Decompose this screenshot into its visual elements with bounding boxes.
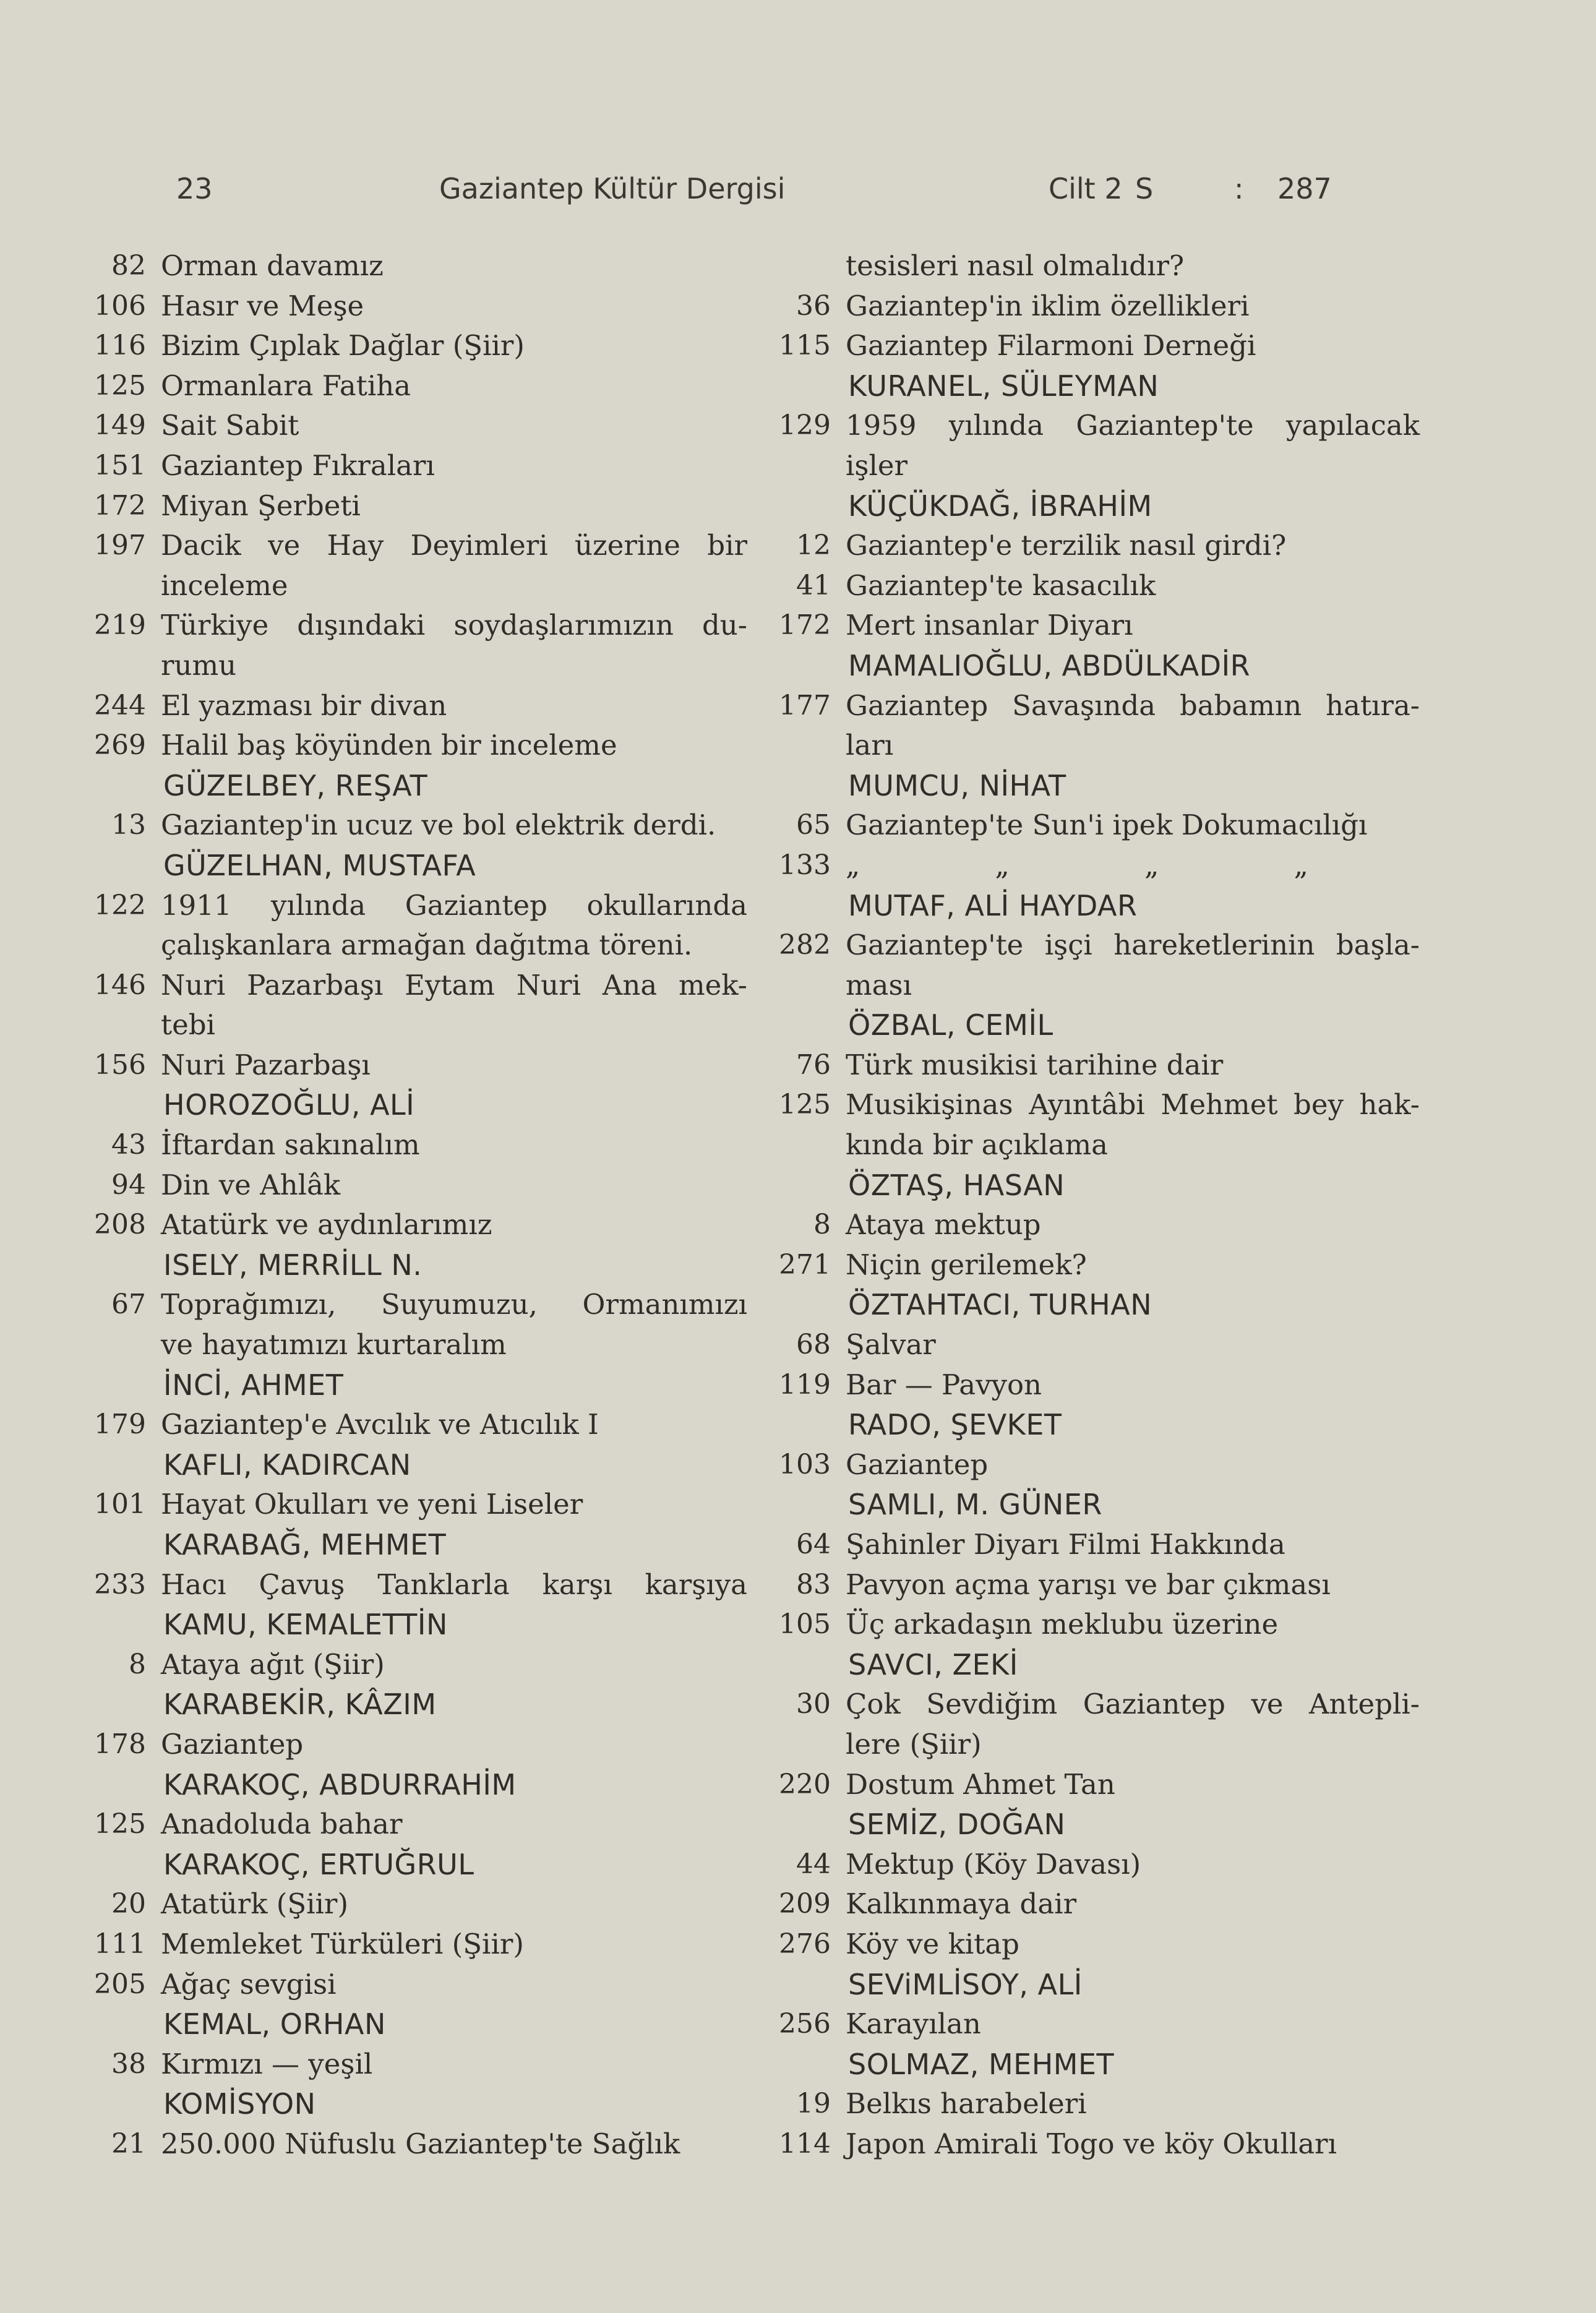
entry-row [73, 1645, 747, 1685]
issue-number: 287 [1277, 172, 1332, 205]
entry-row [73, 1285, 747, 1325]
author-row [73, 1365, 747, 1405]
entry-page-number: 172 [779, 609, 831, 642]
ditto-mark: „ [846, 848, 860, 882]
entry-row [758, 446, 1420, 486]
entry-page-number: 219 [94, 609, 146, 642]
author-row [73, 766, 747, 806]
entry-row [758, 566, 1420, 606]
entry-row [758, 1765, 1420, 1805]
entry-row [73, 1925, 747, 1965]
entry-row [73, 1165, 747, 1206]
entry-page-number: 111 [94, 1928, 146, 1960]
entry-row [73, 1125, 747, 1165]
author-row [73, 1525, 747, 1565]
entry-row [73, 1205, 747, 1245]
entry-row [73, 526, 747, 566]
entry-title: Hacı Çavuş Tanklarla karşı karşıya [161, 1568, 747, 1601]
entry-title: Kalkınmaya dair [846, 1887, 1077, 1921]
author-row [73, 1765, 747, 1805]
entry-row [758, 2004, 1420, 2045]
volume-label: Cilt 2 [1049, 172, 1123, 205]
entry-row [758, 2124, 1420, 2165]
entry-title: Çok Sevdiğim Gaziantep ve Antepli- [846, 1688, 1420, 1721]
author-name: KARABAĞ, MEHMET [163, 1528, 447, 1561]
entry-page-number: 20 [111, 1888, 146, 1920]
entry-title: Üç arkadaşın meklubu üzerine [846, 1608, 1279, 1641]
entry-row [73, 486, 747, 526]
entry-title: ları [846, 729, 894, 762]
entry-row [73, 646, 747, 686]
entry-row [73, 805, 747, 846]
entry-page-number: 177 [779, 689, 831, 721]
entry-row [758, 326, 1420, 366]
entry-row [758, 966, 1420, 1006]
author-row [758, 1804, 1420, 1845]
entry-title: inceleme [161, 569, 288, 602]
entry-page-number: 8 [129, 1648, 146, 1680]
author-row [758, 1965, 1420, 2005]
entry-title: tebi [161, 1008, 215, 1042]
entry-row [758, 846, 1420, 886]
entry-row [73, 1965, 747, 2005]
entry-page-number: 133 [779, 849, 831, 881]
entry-row [758, 1845, 1420, 1885]
entry-title [831, 846, 1420, 886]
entry-row [73, 1325, 747, 1365]
entry-title: Türk musikisi tarihine dair [846, 1048, 1224, 1081]
entry-page-number: 67 [111, 1289, 146, 1321]
author-name: HOROZOĞLU, ALİ [163, 1088, 415, 1122]
entry-title: Gaziantep'in ucuz ve bol elektrik derdi. [161, 809, 716, 842]
entry-row [758, 1925, 1420, 1965]
entry-title: Atatürk ve aydınlarımız [161, 1208, 492, 1242]
running-header [0, 172, 1596, 209]
entry-row [73, 366, 747, 406]
entry-page-number: 146 [94, 969, 146, 1001]
entry-row [758, 1725, 1420, 1765]
author-row [73, 1085, 747, 1125]
author-row [73, 846, 747, 886]
entry-row [73, 2124, 747, 2165]
entry-row [758, 1205, 1420, 1245]
entry-title: Anadoluda bahar [161, 1808, 403, 1841]
entry-page-number: 172 [94, 489, 146, 521]
entry-title: Miyan Şerbeti [161, 489, 361, 522]
author-row [758, 766, 1420, 806]
entry-title: ve hayatımızı kurtaralım [161, 1328, 507, 1362]
author-name: MUMCU, NİHAT [848, 768, 1066, 802]
entry-row [758, 686, 1420, 726]
entry-page-number: 30 [796, 1688, 831, 1720]
entry-title: tesisleri nasıl olmalıdır? [846, 249, 1185, 282]
entry-page-number: 119 [779, 1368, 831, 1401]
entry-row [73, 1005, 747, 1045]
entry-page-number: 65 [796, 809, 831, 841]
entry-page-number: 105 [779, 1608, 831, 1641]
entry-page-number: 125 [94, 369, 146, 401]
entry-page-number: 244 [94, 689, 146, 721]
entry-page-number: 156 [94, 1049, 146, 1081]
entry-title: Karayılan [846, 2007, 981, 2041]
entry-row [758, 1605, 1420, 1645]
author-row [758, 486, 1420, 526]
author-row [758, 1165, 1420, 1206]
journal-title: Gaziantep Kültür Dergisi [439, 172, 786, 205]
entry-row [73, 246, 747, 286]
entry-page-number: 12 [796, 530, 831, 562]
entry-row [758, 726, 1420, 766]
entry-row [758, 1525, 1420, 1565]
author-name: KOMİSYON [163, 2087, 316, 2121]
author-row [73, 1684, 747, 1725]
entry-title: Ağaç sevgisi [161, 1967, 337, 2001]
entry-row [758, 1325, 1420, 1365]
entry-title: 1911 yılında Gaziantep okullarında [161, 888, 747, 922]
author-row [758, 366, 1420, 406]
entry-page-number: 178 [94, 1728, 146, 1760]
entry-title: işler [846, 448, 908, 482]
author-row [758, 1485, 1420, 1525]
ditto-mark: „ [995, 848, 1010, 882]
entry-title: Ataya mektup [846, 1208, 1041, 1242]
entry-title: Halil baş köyünden bir inceleme [161, 729, 617, 762]
entry-page-number: 64 [796, 1529, 831, 1560]
entry-page-number: 41 [796, 569, 831, 601]
entry-row [758, 246, 1420, 286]
author-name: MAMALIOĞLU, ABDÜLKADİR [848, 648, 1251, 682]
entry-row [758, 1884, 1420, 1925]
author-name: ÖZTAHTACI, TURHAN [848, 1288, 1152, 1322]
entry-title: Pavyon açma yarışı ve bar çıkması [846, 1568, 1331, 1601]
entry-title: çalışkanlara armağan dağıtma töreni. [161, 929, 693, 962]
entry-row [73, 326, 747, 366]
entry-page-number: 44 [796, 1848, 831, 1880]
entry-row [73, 2045, 747, 2085]
entry-title: Hayat Okulları ve yeni Liseler [161, 1488, 583, 1521]
entry-page-number: 256 [779, 2008, 831, 2040]
author-name: İNCİ, AHMET [163, 1368, 344, 1402]
entry-title: kında bir açıklama [846, 1128, 1109, 1162]
entry-page-number: 151 [94, 449, 146, 481]
entry-row [73, 1725, 747, 1765]
entry-page-number: 68 [796, 1329, 831, 1361]
ditto-mark: „ [1294, 848, 1308, 882]
entry-row [73, 886, 747, 926]
entry-title: 1959 yılında Gaziantep'te yapılacak [846, 409, 1420, 442]
entry-page-number: 282 [779, 929, 831, 961]
entry-title: İftardan sakınalım [161, 1128, 420, 1162]
entry-title: Gaziantep Savaşında babamın hatıra- [846, 689, 1420, 722]
author-name: SOLMAZ, MEHMET [848, 2047, 1115, 2081]
entry-row [758, 606, 1420, 646]
entry-title: Gaziantep'in iklim özellikleri [846, 289, 1250, 322]
entry-row [758, 1045, 1420, 1086]
entry-row [73, 566, 747, 606]
author-name: GÜZELHAN, MUSTAFA [163, 848, 476, 882]
entry-title: Belkıs harabeleri [846, 2087, 1087, 2121]
entry-row [73, 686, 747, 726]
entry-title: Mert insanlar Diyarı [846, 609, 1133, 642]
author-row [73, 2084, 747, 2124]
entry-row [758, 805, 1420, 846]
author-row [758, 1405, 1420, 1445]
entry-title: Ormanlara Fatiha [161, 369, 411, 402]
entry-title: Japon Amirali Togo ve köy Okulları [846, 2127, 1337, 2160]
entry-title: Hasır ve Meşe [161, 289, 364, 322]
issue-label: S [1135, 172, 1154, 205]
entry-page-number: 125 [779, 1089, 831, 1121]
author-row [758, 1005, 1420, 1045]
author-name: SEViMLİSOY, ALİ [848, 1967, 1083, 2001]
author-name: KÜÇÜKDAĞ, İBRAHİM [848, 489, 1152, 523]
entry-page-number: 8 [813, 1209, 831, 1241]
entry-row [73, 726, 747, 766]
entry-title: Ataya ağıt (Şiir) [161, 1647, 385, 1681]
entry-page-number: 269 [94, 729, 146, 762]
entry-page-number: 122 [94, 889, 146, 921]
entry-page-number: 149 [94, 410, 146, 442]
author-name: MUTAF, ALİ HAYDAR [848, 888, 1138, 922]
entry-title: Nuri Pazarbaşı [161, 1048, 371, 1081]
entry-page-number: 36 [796, 290, 831, 322]
entry-page-number: 76 [796, 1049, 831, 1081]
entry-title: Şahinler Diyarı Filmi Hakkında [846, 1528, 1285, 1561]
author-row [758, 2045, 1420, 2085]
entry-row [758, 1245, 1420, 1285]
entry-row [73, 606, 747, 646]
index-column-left [73, 246, 747, 2165]
page-number: 23 [176, 172, 213, 205]
entry-row [73, 1565, 747, 1605]
entry-row [758, 286, 1420, 327]
author-name: KARAKOÇ, ERTUĞRUL [163, 1847, 474, 1881]
entry-page-number: 82 [111, 250, 146, 281]
entry-page-number: 94 [111, 1169, 146, 1201]
entry-row [758, 2084, 1420, 2124]
entry-title: lere (Şiir) [846, 1727, 982, 1761]
author-name: KAMU, KEMALETTİN [163, 1608, 448, 1642]
author-name: KARAKOÇ, ABDURRAHİM [163, 1767, 517, 1801]
entry-page-number: 208 [94, 1209, 146, 1241]
author-row [73, 1245, 747, 1285]
author-name: ISELY, MERRİLL N. [163, 1248, 423, 1282]
entry-title: Bar — Pavyon [846, 1368, 1042, 1401]
entry-page-number: 209 [779, 1888, 831, 1920]
entry-title: Gaziantep Filarmoni Derneği [846, 329, 1256, 363]
entry-page-number: 205 [94, 1968, 146, 2000]
entry-title: Mektup (Köy Davası) [846, 1847, 1141, 1881]
entry-title: Gaziantep'te Sun'i ipek Dokumacılığı [846, 809, 1368, 842]
entry-title: Bizim Çıplak Dağlar (Şiir) [161, 329, 525, 363]
author-row [758, 646, 1420, 686]
entry-row [73, 1045, 747, 1086]
entry-row [73, 286, 747, 327]
entry-title: Dostum Ahmet Tan [846, 1767, 1115, 1801]
entry-title: ması [846, 968, 912, 1002]
entry-page-number: 114 [779, 2127, 831, 2160]
author-name: KARABEKİR, KÂZIM [163, 1688, 437, 1722]
entry-row [73, 925, 747, 966]
entry-page-number: 103 [779, 1448, 831, 1480]
entry-title: Gaziantep [161, 1727, 304, 1761]
author-name: KAFLI, KADIRCAN [163, 1448, 411, 1482]
entry-row [73, 1485, 747, 1525]
author-name: ÖZBAL, CEMİL [848, 1008, 1053, 1042]
entry-title: Gaziantep [846, 1448, 989, 1481]
entry-row [758, 1085, 1420, 1125]
author-name: GÜZELBEY, REŞAT [163, 768, 428, 802]
author-row [73, 2004, 747, 2045]
entry-row [73, 446, 747, 486]
entry-page-number: 271 [779, 1248, 831, 1281]
author-row [73, 1445, 747, 1485]
entry-title: Orman davamız [161, 249, 384, 282]
entry-row [73, 1884, 747, 1925]
entry-title: Sait Sabit [161, 409, 299, 442]
entry-row [73, 1405, 747, 1445]
entry-title: Musikişinas Ayıntâbi Mehmet bey hak- [846, 1088, 1420, 1122]
entry-page-number: 233 [94, 1568, 146, 1600]
entry-title: Dacik ve Hay Deyimleri üzerine bir [161, 529, 747, 562]
entry-page-number: 101 [94, 1488, 146, 1521]
entry-page-number: 129 [779, 410, 831, 442]
entry-page-number: 116 [94, 330, 146, 362]
entry-page-number: 19 [796, 2088, 831, 2120]
author-row [73, 1605, 747, 1645]
entry-row [758, 406, 1420, 446]
entry-title: El yazması bir divan [161, 689, 447, 722]
entry-page-number: 83 [796, 1568, 831, 1600]
entry-row [73, 966, 747, 1006]
author-name: ÖZTAŞ, HASAN [848, 1168, 1065, 1202]
entry-row [758, 526, 1420, 566]
entry-title: Gaziantep'e terzilik nasıl girdi? [846, 529, 1287, 562]
author-name: SAMLI, M. GÜNER [848, 1488, 1102, 1522]
entry-title: Köy ve kitap [846, 1927, 1019, 1960]
entry-title: Gaziantep'te işçi hareketlerinin başla- [846, 929, 1420, 962]
entry-title: Gaziantep'e Avcılık ve Atıcılık I [161, 1408, 599, 1441]
author-row [758, 1645, 1420, 1685]
entry-title: Toprağımızı, Suyumuzu, Ormanımızı [161, 1288, 747, 1321]
entry-title: 250.000 Nüfuslu Gaziantep'te Sağlık [161, 2127, 680, 2160]
entry-page-number: 38 [111, 2048, 146, 2080]
issue-separator: : [1234, 172, 1244, 205]
entry-title: rumu [161, 648, 237, 682]
entry-page-number: 220 [779, 1768, 831, 1800]
index-column-right [758, 246, 1420, 2165]
entry-title: Memleket Türküleri (Şiir) [161, 1927, 524, 1960]
entry-title: Kırmızı — yeşil [161, 2047, 373, 2080]
entry-row [73, 406, 747, 446]
author-name: SAVCI, ZEKİ [848, 1647, 1018, 1681]
entry-page-number: 21 [111, 2127, 146, 2160]
entry-page-number: 106 [94, 290, 146, 322]
entry-row [758, 925, 1420, 966]
ditto-mark: „ [1144, 848, 1159, 882]
entry-title: Niçin gerilemek? [846, 1248, 1087, 1281]
entry-row [758, 1684, 1420, 1725]
entry-page-number: 197 [94, 530, 146, 562]
entry-title: Şalvar [846, 1328, 936, 1362]
entry-row [758, 1365, 1420, 1405]
author-row [758, 1285, 1420, 1325]
entry-title: Gaziantep'te kasacılık [846, 569, 1156, 602]
entry-row [758, 1445, 1420, 1485]
entry-page-number: 13 [111, 809, 146, 841]
author-name: SEMİZ, DOĞAN [848, 1808, 1066, 1842]
author-name: RADO, ŞEVKET [848, 1408, 1062, 1442]
author-row [758, 886, 1420, 926]
entry-title: Nuri Pazarbaşı Eytam Nuri Ana mek- [161, 968, 747, 1002]
entry-title: Atatürk (Şiir) [161, 1887, 349, 1921]
entry-row [73, 1804, 747, 1845]
entry-page-number: 276 [779, 1928, 831, 1960]
entry-title: Gaziantep Fıkraları [161, 448, 435, 482]
author-name: KEMAL, ORHAN [163, 2007, 386, 2041]
entry-page-number: 43 [111, 1129, 146, 1161]
entry-row [758, 1125, 1420, 1165]
entry-title: Din ve Ahlâk [161, 1168, 341, 1201]
entry-title: Türkiye dışındaki soydaşlarımızın du- [161, 609, 747, 642]
author-row [73, 1845, 747, 1885]
entry-page-number: 125 [94, 1808, 146, 1840]
entry-page-number: 115 [779, 330, 831, 362]
author-name: KURANEL, SÜLEYMAN [848, 369, 1159, 403]
entry-row [758, 1565, 1420, 1605]
entry-page-number: 179 [94, 1409, 146, 1441]
